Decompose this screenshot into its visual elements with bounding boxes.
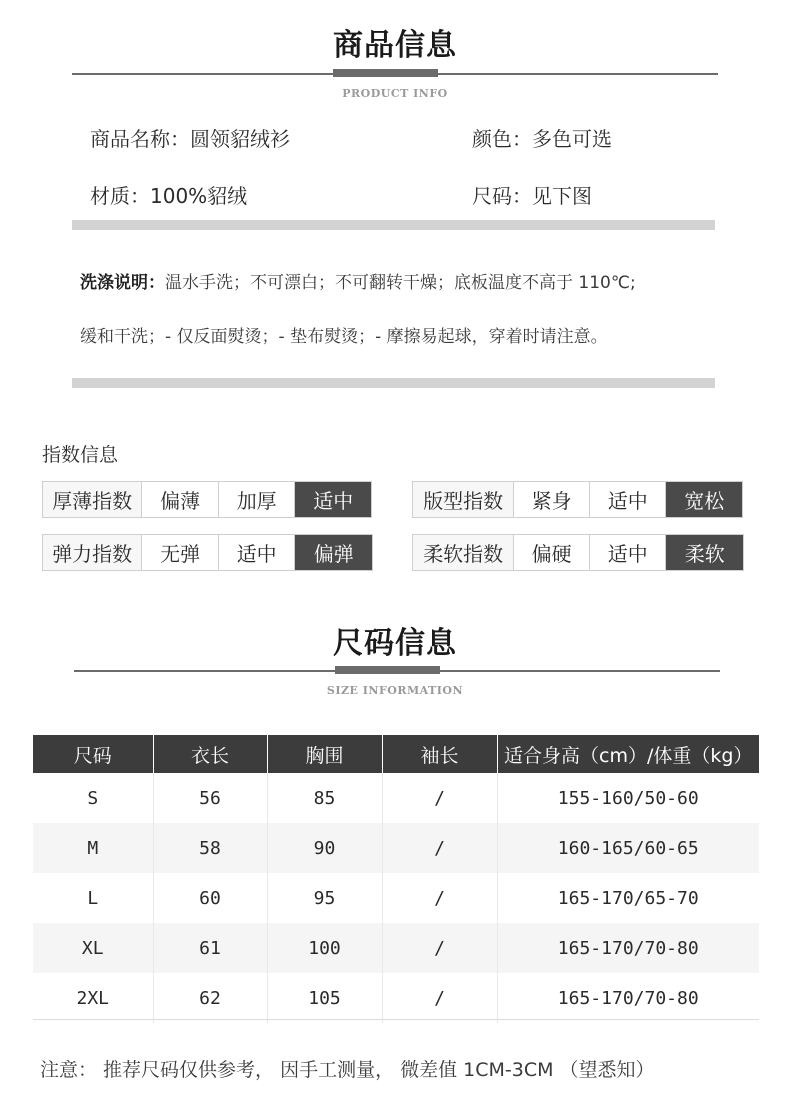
size-info-subtitle: SIZE INFORMATION	[326, 684, 464, 697]
product-size: 尺码：见下图	[472, 184, 592, 208]
index-option: 加厚	[219, 482, 296, 517]
cell-height-weight: 165-170/70-80	[557, 987, 699, 1009]
product-material: 材质：100%貂绒	[90, 184, 248, 208]
cell-sleeve: /	[382, 973, 497, 1023]
cell-bust: 90	[267, 823, 382, 873]
index-thickness	[42, 481, 372, 518]
index-softness	[412, 534, 744, 571]
size-table-header	[33, 735, 759, 773]
care-instructions-line1	[80, 268, 740, 293]
cell-bust: 95	[267, 873, 382, 923]
cell-length: 62	[153, 973, 267, 1023]
cell-size: M	[33, 823, 153, 873]
cell-sleeve: /	[382, 873, 497, 923]
product-info-title: 商品信息	[333, 28, 457, 63]
care-instructions-line2: 缓和干洗；- 仅反面熨烫；- 垫布熨烫；- 摩擦易起球，穿着时请注意。	[80, 327, 608, 347]
cell-size: L	[33, 873, 153, 923]
size-note: 注意： 推荐尺码仅供参考， 因手工测量， 微差值 1CM-3CM （望悉知）	[40, 1059, 655, 1081]
cell-length: 56	[153, 773, 267, 823]
cell-height-weight: 160-165/60-65	[497, 823, 759, 873]
cell-size: S	[33, 773, 153, 823]
index-option: 适中	[590, 535, 667, 570]
cell-sleeve: /	[382, 773, 497, 823]
product-color: 颜色：多色可选	[472, 127, 612, 151]
index-fit	[412, 481, 743, 518]
product-info-subtitle: PRODUCT INFO	[342, 87, 448, 100]
title-divider-accent	[333, 69, 438, 77]
header-height-weight: 适合身高（cm）/体重（kg）	[497, 735, 759, 773]
cell-length: 60	[153, 873, 267, 923]
header-length: 衣长	[153, 735, 267, 773]
index-option: 紧身	[514, 482, 590, 517]
table-row	[33, 773, 759, 823]
table-row	[33, 873, 759, 923]
index-option: 偏硬	[514, 535, 590, 570]
index-option-selected: 偏弹	[295, 535, 372, 570]
index-label: 版型指数	[413, 482, 514, 517]
care-text-1: 温水手洗；不可漂白；不可翻转干燥；底板温度不高于 110℃;	[165, 273, 636, 293]
size-info-title: 尺码信息	[333, 626, 457, 661]
cell-sleeve: /	[382, 823, 497, 873]
cell-sleeve: /	[382, 923, 497, 973]
cell-size: 2XL	[33, 973, 153, 1023]
care-label: 洗涤说明：	[80, 273, 165, 293]
section-divider-bar	[72, 378, 715, 388]
cell-height-weight: 155-160/50-60	[557, 787, 699, 809]
header-size: 尺码	[33, 735, 153, 773]
index-option-selected: 适中	[295, 482, 371, 517]
table-row	[33, 823, 759, 873]
table-bottom-border	[33, 1019, 759, 1020]
index-option-selected: 宽松	[666, 482, 742, 517]
cell-bust: 100	[267, 923, 382, 973]
index-option: 无弹	[142, 535, 219, 570]
index-elasticity	[42, 534, 373, 571]
table-row	[33, 973, 759, 1023]
cell-height-weight: 165-170/70-80	[497, 923, 759, 973]
index-option: 偏薄	[142, 482, 219, 517]
index-option-selected: 柔软	[666, 535, 743, 570]
cell-height-weight: 165-170/65-70	[557, 887, 699, 909]
table-row	[33, 923, 759, 973]
cell-size: XL	[33, 923, 153, 973]
section-divider-bar	[72, 220, 715, 230]
cell-length: 58	[153, 823, 267, 873]
cell-bust: 105	[267, 973, 382, 1023]
size-table	[33, 735, 759, 1023]
index-label: 弹力指数	[43, 535, 142, 570]
index-option: 适中	[590, 482, 667, 517]
header-sleeve: 袖长	[382, 735, 497, 773]
index-label: 厚薄指数	[43, 482, 142, 517]
title-divider-accent	[335, 666, 440, 674]
index-info-title: 指数信息	[42, 444, 119, 466]
cell-length: 61	[153, 923, 267, 973]
index-option: 适中	[219, 535, 296, 570]
index-label: 柔软指数	[413, 535, 514, 570]
cell-bust: 85	[267, 773, 382, 823]
product-name: 商品名称：圆领貂绒衫	[90, 127, 290, 151]
header-bust: 胸围	[267, 735, 382, 773]
